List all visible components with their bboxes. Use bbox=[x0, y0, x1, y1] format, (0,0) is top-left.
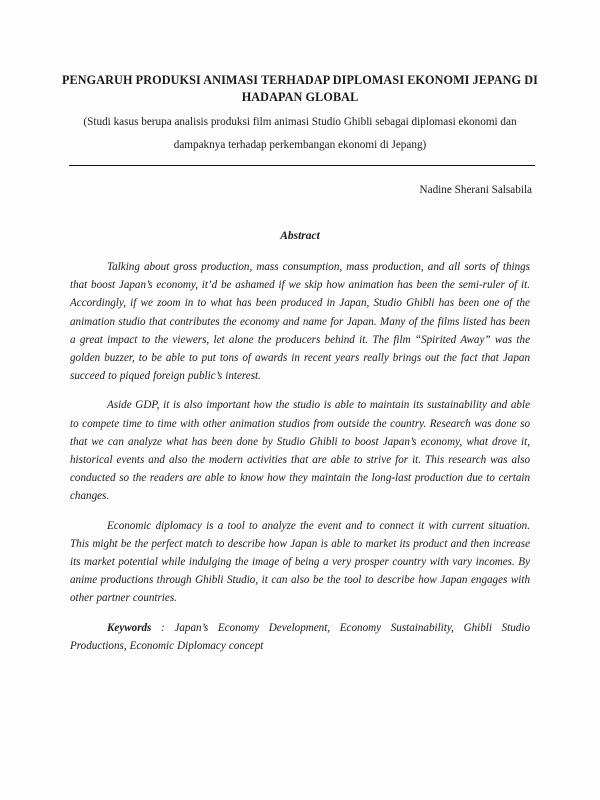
title-divider bbox=[69, 165, 535, 166]
abstract-body bbox=[70, 258, 530, 666]
abstract-paragraph-1: Talking about gross production, mass consumption, mass production, and all sorts of things that boost Japan’s economy, it’d be ashamed if we skip how animation has been the semi-ruler of it. Accordingly, if we zoom in to what has been produced in Japan, Studio Ghibli has been one of the animation studio that contributes the economy and name for Japan. Many of the films listed has been a great impact to the viewers, let alone the producers behind it. The film “Spirited Away” was the golden buzzer, to be able to put tons of awards in recent years really brings out the fact that Japan succeed to piqued foreign public’s interest. bbox=[70, 261, 530, 383]
author-name: Nadine Sherani Salsabila bbox=[419, 184, 532, 196]
abstract-heading: Abstract bbox=[280, 230, 320, 242]
paper-title: PENGARUH PRODUKSI ANIMASI TERHADAP DIPLOMASI EKONOMI JEPANG DI HADAPAN GLOBAL bbox=[61, 73, 539, 104]
paper-subtitle: (Studi kasus berupa analisis produksi film animasi Studio Ghibli sebagai diplomasi ekonomi dan dampaknya terhadap perkembangan ekonomi di Jepang) bbox=[83, 116, 517, 151]
keywords-line bbox=[70, 619, 530, 655]
keywords-list: : Japan’s Economy Development, Economy Sustainability, Ghibli Studio Productions, Economic Diplomacy concept bbox=[70, 621, 530, 652]
abstract-paragraph-3: Economic diplomacy is a tool to analyze the event and to connect it with current situation. This might be the perfect match to describe how Japan is able to market its product and then increase its market potential while indulging the image of being a very prosper country with vary incomes. By anime productions through Ghibli Studio, it can also be the tool to describe how Japan engages with other partner countries. bbox=[70, 519, 530, 605]
keywords-label: Keywords bbox=[107, 621, 152, 634]
abstract-paragraph-2: Aside GDP, it is also important how the studio is able to maintain its sustainability and able to compete time to time with other animation studios from outside the country. Research was done so that we can analyze what has been done by Studio Ghibli to boost Japan’s economy, what drove it, historical events and also the modern activities that are able to strive for it. This research was also conducted so the readers are able to know how they maintain the long-last production due to certain changes. bbox=[70, 399, 530, 503]
